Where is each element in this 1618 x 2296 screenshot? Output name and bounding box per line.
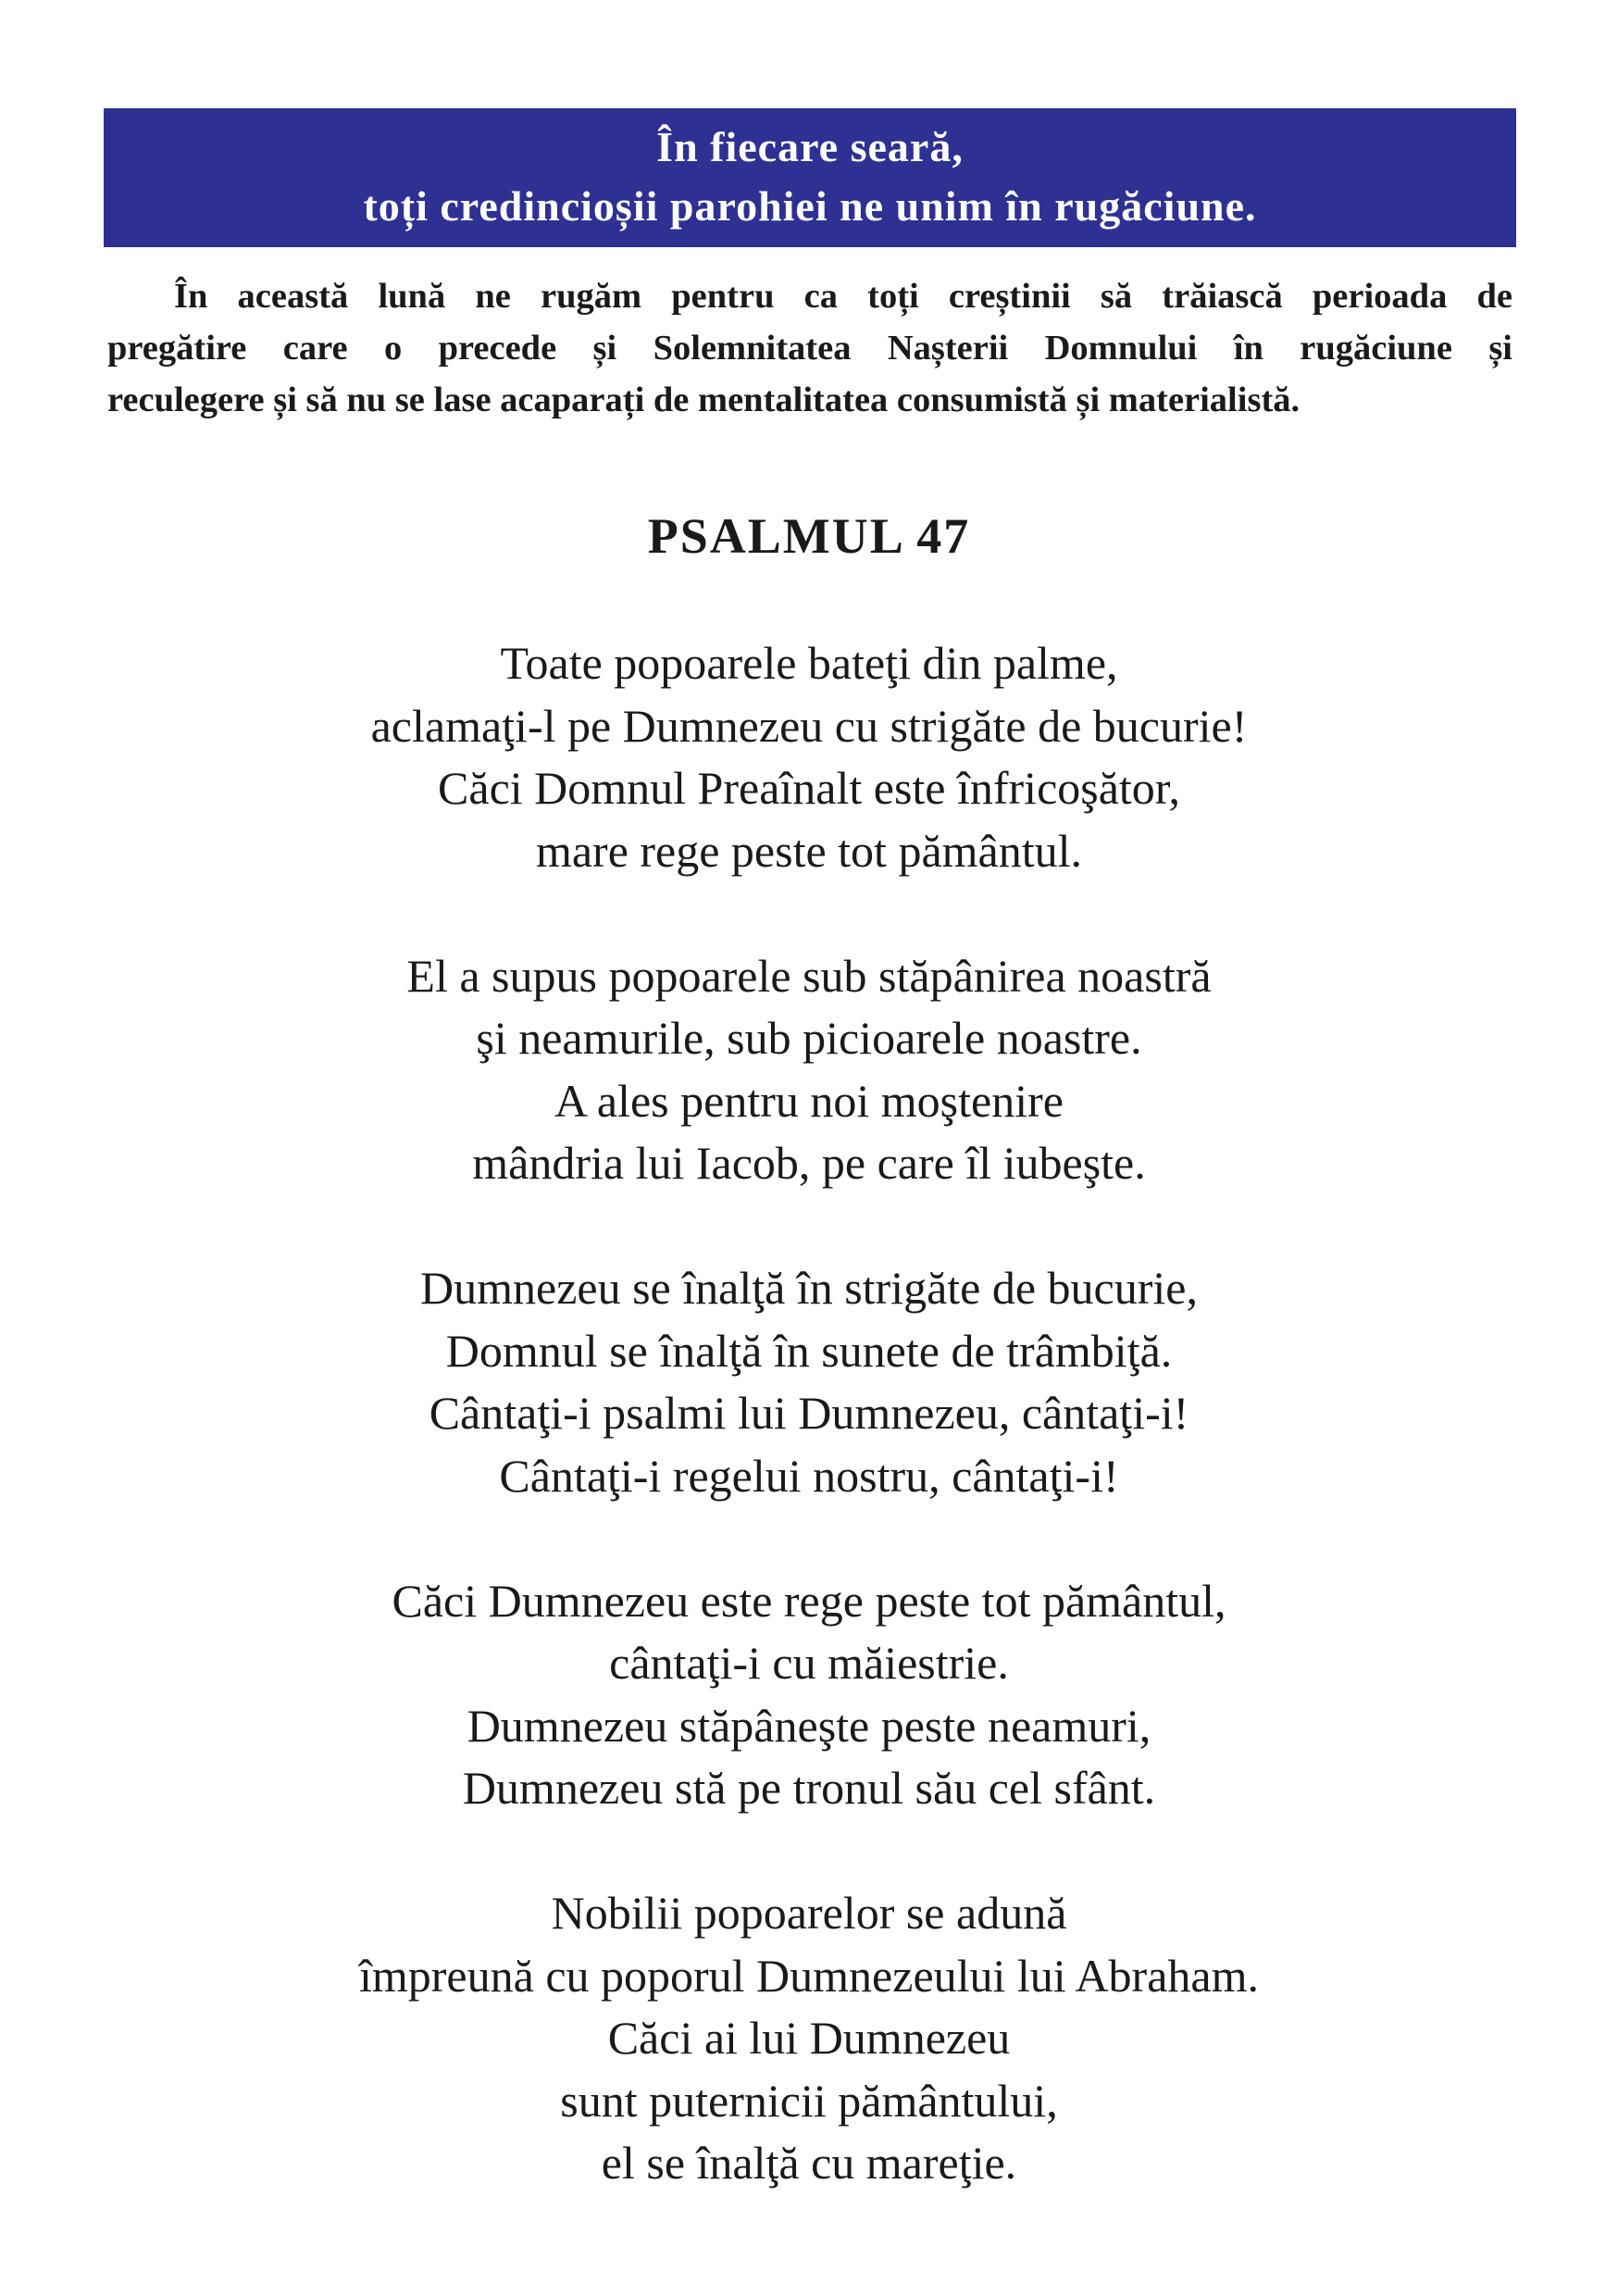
verse-line: Căci Domnul Preaînalt este înfricoşător, xyxy=(438,762,1180,814)
verse-line: El a supus popoarele sub stăpânirea noastră xyxy=(406,949,1212,1002)
verse-line: Cântaţi-i regelui nostru, cântaţi-i! xyxy=(499,1449,1119,1502)
verse-line: aclamaţi-l pe Dumnezeu cu strigăte de bucurie! xyxy=(370,699,1248,752)
verse-line: împreună cu poporul Dumnezeului lui Abraham. xyxy=(359,1949,1259,2002)
stanza-5 xyxy=(0,1882,1618,2195)
stanza-3 xyxy=(0,1257,1618,1507)
verse-line: cântaţi-i cu măiestrie. xyxy=(609,1637,1009,1689)
verse-line: şi neamurile, sub picioarele noastre. xyxy=(476,1012,1142,1064)
stanza-2 xyxy=(0,945,1618,1195)
verse-line: Dumnezeu stăpâneşte peste neamuri, xyxy=(467,1699,1151,1752)
verse-line: Dumnezeu se înalţă în strigăte de bucurie, xyxy=(420,1262,1198,1314)
verse-line: el se înalţă cu mareţie. xyxy=(601,2137,1017,2189)
verse-line: Toate popoarele bateţi din palme, xyxy=(500,637,1118,689)
verse-line: Căci Dumnezeu este rege peste tot pământul, xyxy=(392,1574,1226,1627)
intro-line: În această lună ne rugăm pentru ca toți creștinii să trăiască perioada de xyxy=(174,277,1512,316)
verse-line: A ales pentru noi moştenire xyxy=(554,1074,1064,1127)
verse-line: mândria lui Iacob, pe care îl iubeşte. xyxy=(472,1137,1146,1189)
stanza-4 xyxy=(0,1570,1618,1820)
intro-line: pregătire care o precede și Solemnitatea Nașterii Domnului în rugăciune și xyxy=(107,329,1512,368)
psalm-title: PSALMUL 47 xyxy=(647,508,971,564)
verse-line: Cântaţi-i psalmi lui Dumnezeu, cântaţi-i! xyxy=(429,1387,1189,1439)
verse-line: Căci ai lui Dumnezeu xyxy=(607,2012,1011,2064)
intro-line: reculegere și să nu se lase acaparați de mentalitatea consumistă și materialistă. xyxy=(107,381,1301,419)
verse-line: Domnul se înalţă în sunete de trâmbiţă. xyxy=(445,1324,1173,1377)
banner-line-1: În fiecare seară, xyxy=(656,123,964,170)
intro-paragraph xyxy=(107,270,1512,426)
psalm-text xyxy=(0,632,1618,2257)
verse-line: Nobilii popoarelor se adună xyxy=(551,1887,1067,1939)
header-banner xyxy=(104,108,1516,247)
verse-line: mare rege peste tot pământul. xyxy=(535,824,1083,877)
stanza-1 xyxy=(0,632,1618,882)
banner-line-2: toți credincioșii parohiei ne unim în rugăciune. xyxy=(363,182,1257,230)
verse-line: Dumnezeu stă pe tronul său cel sfânt. xyxy=(462,1762,1156,1814)
verse-line: sunt puternicii pământului, xyxy=(560,2074,1058,2127)
